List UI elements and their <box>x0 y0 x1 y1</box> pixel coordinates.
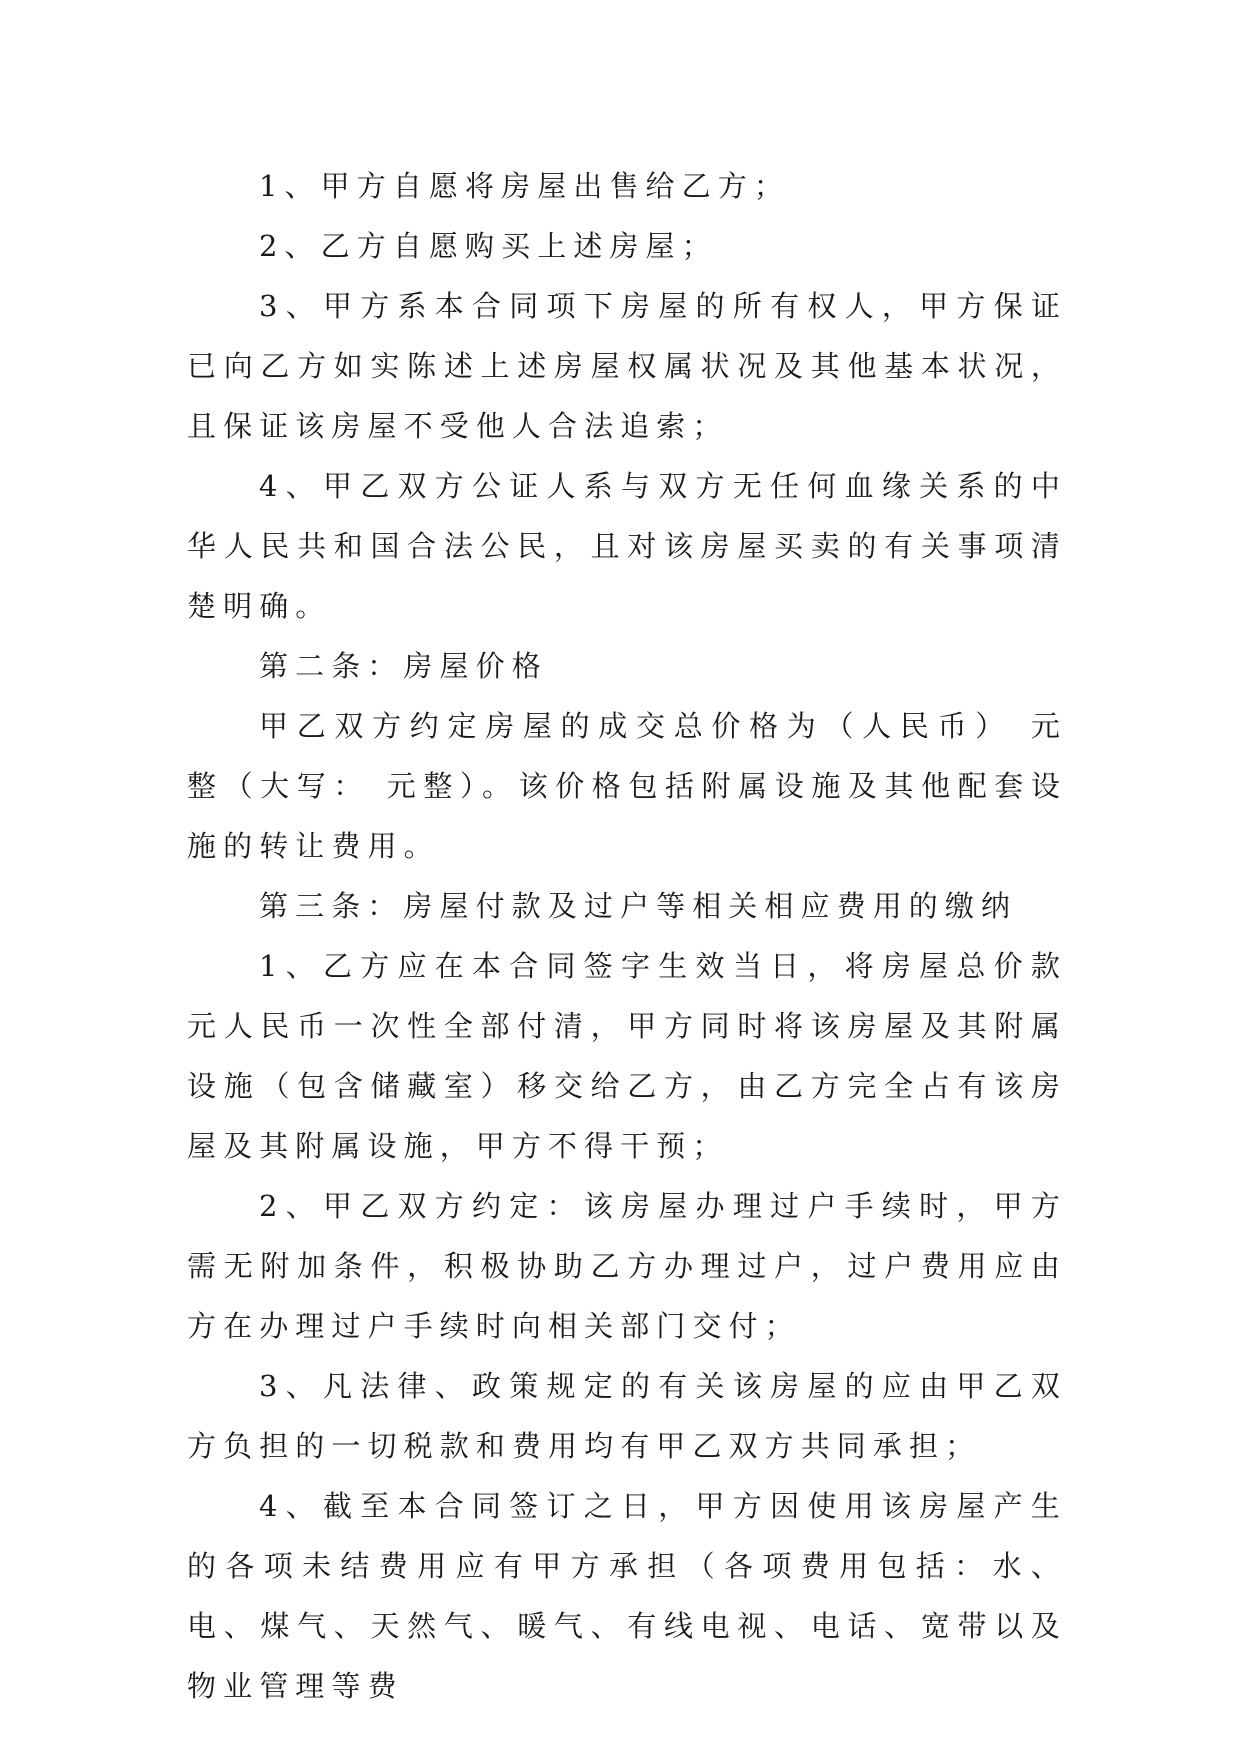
article-3-heading: 第三条：房屋付款及过户等相关相应费用的缴纳 <box>259 889 1018 923</box>
price-paragraph: 甲乙双方约定房屋的成交总价格为（人民币） 元整（大写： 元整）。该价格包括附属设施及其他配套设施的转让费用。 <box>187 709 1067 863</box>
contract-body <box>187 156 1067 1716</box>
clause-4-notary-witness: 4、甲乙双方公证人系与双方无任何血缘关系的中华人民共和国合法公民，且对该房屋买卖的有关事项清楚明确。 <box>187 469 1067 623</box>
payment-clause-2: 2、甲乙双方约定：该房屋办理过户手续时，甲方需无附加条件，积极协助乙方办理过户，过户费用应由 方在办理过户手续时向相关部门交付； <box>187 1189 1067 1343</box>
payment-clause-4: 4、截至本合同签订之日，甲方因使用该房屋产生的各项未结费用应有甲方承担（各项费用包括：水、电、煤气、天然气、暖气、有线电视、电话、宽带以及物业管理等费 <box>187 1489 1067 1703</box>
article-2-heading: 第二条：房屋价格 <box>259 649 548 683</box>
clause-1-seller-sells: 1、甲方自愿将房屋出售给乙方； <box>259 169 790 203</box>
payment-clause-3: 3、凡法律、政策规定的有关该房屋的应由甲乙双方负担的一切税款和费用均有甲乙双方共同承担； <box>187 1369 1067 1463</box>
clause-3-ownership-guarantee: 3、甲方系本合同项下房屋的所有权人，甲方保证已向乙方如实陈述上述房屋权属状况及其他基本状况，且保证该房屋不受他人合法追索； <box>187 289 1067 443</box>
clause-2-buyer-buys: 2、乙方自愿购买上述房屋； <box>259 229 718 263</box>
payment-clause-1: 1、乙方应在本合同签字生效当日，将房屋总价款 元人民币一次性全部付清，甲方同时将该房屋及其附属设施（包含储藏室）移交给乙方，由乙方完全占有该房屋及其附属设施，甲方不得干预； <box>187 949 1067 1163</box>
